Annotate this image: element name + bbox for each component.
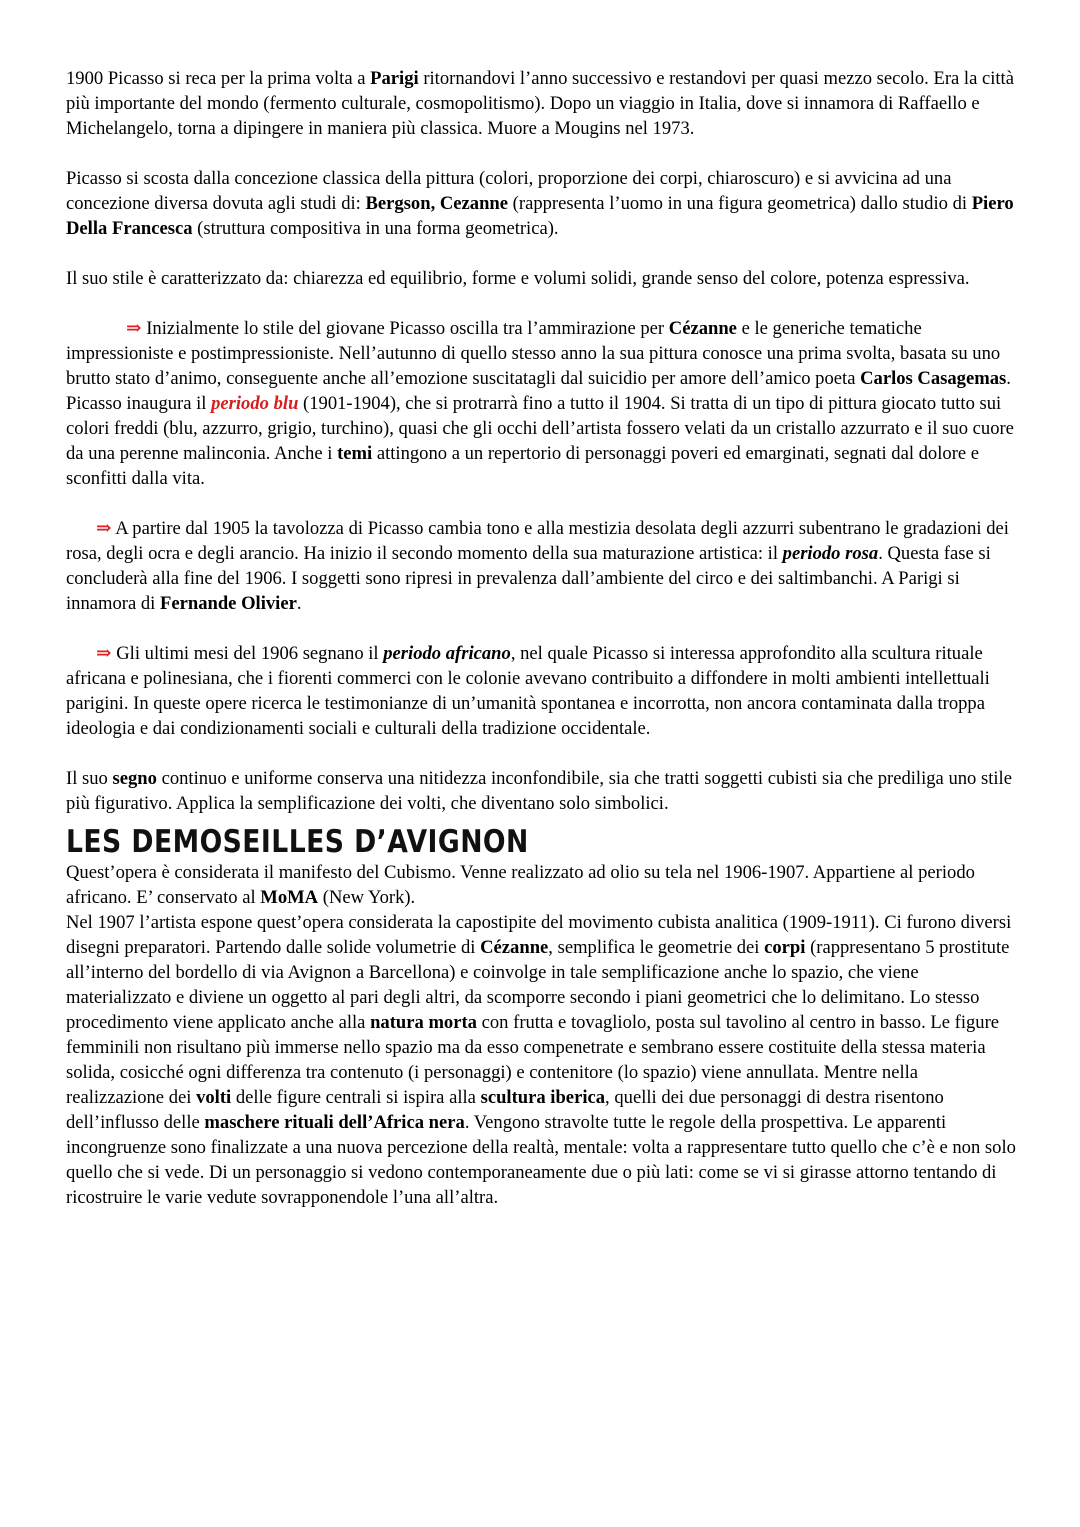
keyword-piero: Piero Della Francesca bbox=[66, 193, 1014, 239]
keyword-temi: temi bbox=[337, 443, 373, 464]
text: , quelli dei due personaggi di destra risentono dell’influsso delle bbox=[66, 1087, 944, 1133]
text: e le generiche tematiche impressioniste e postimpressioniste. Nell’autunno di quello stesso anno la sua pittura conosce una prima svolta, basata su uno brutto stato d’animo, conseguente anche all’emozione suscitatagli dal suicidio per amore dell’amico poeta bbox=[66, 318, 1001, 389]
arrow-icon: ⇒ bbox=[96, 518, 112, 539]
text: (rappresentano 5 prostitute all’interno del bordello di via Avignon a Barcellona) e coinvolge in tale semplificazione anche lo spazio, che viene materializzato e diviene un oggetto al pari degli altri, da scomporre secondo i piani geometrici che lo delimitano. Lo stesso procedimento viene applicato anche alla bbox=[66, 937, 1010, 1033]
text: . Picasso inaugura il bbox=[66, 368, 1011, 414]
arrow-icon: ⇒ bbox=[96, 643, 112, 664]
text: Gli ultimi mesi del 1906 segnano il bbox=[111, 643, 384, 664]
text: (New York). bbox=[318, 887, 416, 908]
paragraph-style: Il suo stile è caratterizzato da: chiarezza ed equilibrio, forme e volumi solidi, grande senso del colore, potenza espressiva. bbox=[66, 268, 970, 289]
document-page bbox=[66, 66, 1018, 1210]
text: delle figure centrali si ispira alla bbox=[231, 1087, 481, 1108]
text: Quest’opera è considerata il manifesto del Cubismo. Venne realizzato ad olio su tela nel 1906-1907. Appartiene al periodo africano. E’ conservato al bbox=[66, 862, 975, 908]
text: continuo e uniforme conserva una nitidezza inconfondibile, sia che tratti soggetti cubisti sia che prediliga uno stile più figurativo. Applica la semplificazione dei volti, che diventano solo simbolici. bbox=[66, 768, 1012, 814]
keyword-scultura-iberica: scultura iberica bbox=[480, 1087, 606, 1108]
keyword-periodo-blu: periodo blu bbox=[211, 393, 299, 414]
keyword-moma: MoMA bbox=[260, 887, 319, 908]
text: (rappresenta l’uomo in una figura geometrica) dallo studio di bbox=[508, 193, 972, 214]
text: A partire dal 1905 la tavolozza di Picasso cambia tono e alla mestizia desolata degli azzurri subentrano le gradazioni dei rosa, degli ocra e degli arancio. Ha inizio il secondo momento della sua maturazione artistica: il bbox=[66, 518, 1009, 564]
arrow-icon: ⇒ bbox=[126, 318, 142, 339]
text: Picasso si scosta dalla concezione classica della pittura (colori, proporzione dei corpi, chiaroscuro) e si avvicina ad una concezione diversa dovuta agli studi di: bbox=[66, 168, 952, 214]
keyword-corpi: corpi bbox=[764, 937, 806, 958]
keyword-periodo-rosa: periodo rosa bbox=[782, 543, 879, 564]
text: , semplifica le geometrie dei bbox=[548, 937, 765, 958]
keyword-cezanne: Cézanne bbox=[480, 937, 549, 958]
keyword-bergson: Bergson bbox=[365, 193, 431, 214]
paragraph-analysis bbox=[66, 910, 1018, 1210]
text: , bbox=[430, 193, 440, 214]
keyword-volti: volti bbox=[196, 1087, 232, 1108]
text: ritornandovi l’anno successivo e restandovi per quasi mezzo secolo. Era la città più importante del mondo (fermento culturale, cosmopolitismo). Dopo un viaggio in Italia, dove si innamora di Raffaello e Michelangelo, torna a dipingere in maniera più classica. Muore a Mougins nel 1973. bbox=[66, 68, 1014, 139]
text: . Vengono stravolte tutte le regole della prospettiva. Le apparenti incongruenze sono finalizzate a una nuova percezione della realtà, mentale: volta a rappresentare tutto quello che c’è e non solo quello che si vede. Di un personaggio si vedono contemporaneamente due o più lati: come se vi si girasse attorno tentando di ricostruire le varie vedute sovrapponendole l’una all’altra. bbox=[66, 1112, 1016, 1208]
paragraph-influences bbox=[66, 166, 1018, 241]
text: (1901-1904), che si protrarrà fino a tutto il 1904. Si tratta di un tipo di pittura giocato tutto sui colori freddi (blu, azzurro, grigio, turchino), quasi che gli occhi dell’artista fossero velati da un cristallo azzurrato e il suo cuore da una perenne malinconia. Anche i bbox=[66, 393, 1014, 464]
keyword-maschere: maschere rituali dell’Africa nera bbox=[204, 1112, 465, 1133]
keyword-parigi: Parigi bbox=[370, 68, 419, 89]
text: con frutta e tovagliolo, posta sul tavolino al centro in basso. Le figure femminili non risultano più immerse nello spazio ma da esso compenetrate e sembrano essere costituite della stessa materia solida, cosicché ogni differenza tra contenuto (i personaggi) e contenitore (lo spazio) viene annullata. Mentre nella realizzazione dei bbox=[66, 1012, 1000, 1108]
text: . bbox=[296, 593, 302, 614]
keyword-cezanne: Cezanne bbox=[439, 193, 509, 214]
text: 1900 Picasso si reca per la prima volta a bbox=[66, 68, 371, 89]
keyword-casagemas: Carlos Casagemas bbox=[860, 368, 1007, 389]
paragraph-periodo-rosa bbox=[66, 516, 1018, 616]
text: . Questa fase si concluderà alla fine del 1906. I soggetti sono ripresi in prevalenza dall’ambiente del circo e dei saltimbanchi. A Parigi si innamora di bbox=[66, 543, 991, 614]
paragraph-periodo-africano bbox=[66, 641, 1018, 741]
text: Inizialmente lo stile del giovane Picasso oscilla tra l’ammirazione per bbox=[141, 318, 669, 339]
keyword-segno: segno bbox=[112, 768, 157, 789]
paragraph-parigi bbox=[66, 66, 1018, 141]
text: Nel 1907 l’artista espone quest’opera considerata la capostipite del movimento cubista analitica (1909-1911). Ci furono diversi disegni preparatori. Partendo dalle solide volumetrie di bbox=[66, 912, 1012, 958]
text: , nel quale Picasso si interessa approfondito alla scultura rituale africana e polinesiana, che i fiorenti commerci con le colonie avevano contribuito a diffondere in molti ambienti intellettuali parigini. In queste opere ricerca le testimonianze di un’umanità spontanea e incorrotta, non ancora contaminata dalla troppa ideologia e dai condizionamenti sociali e culturali della tradizione occidentale. bbox=[66, 643, 990, 739]
section-title: LES DEMOSEILLES D’AVIGNON bbox=[66, 824, 529, 860]
paragraph-periodo-blu bbox=[66, 316, 1018, 491]
text: (struttura compositiva in una forma geometrica). bbox=[192, 218, 559, 239]
keyword-natura-morta: natura morta bbox=[370, 1012, 477, 1033]
keyword-periodo-africano: periodo africano bbox=[383, 643, 511, 664]
paragraph-manifesto bbox=[66, 860, 1018, 910]
text: Il suo bbox=[66, 768, 113, 789]
keyword-fernande: Fernande Olivier bbox=[159, 593, 297, 614]
paragraph-segno bbox=[66, 766, 1018, 816]
keyword-cezanne: Cézanne bbox=[668, 318, 737, 339]
text: attingono a un repertorio di personaggi poveri ed emarginati, segnati dal dolore e sconfitti dalla vita. bbox=[66, 443, 980, 489]
